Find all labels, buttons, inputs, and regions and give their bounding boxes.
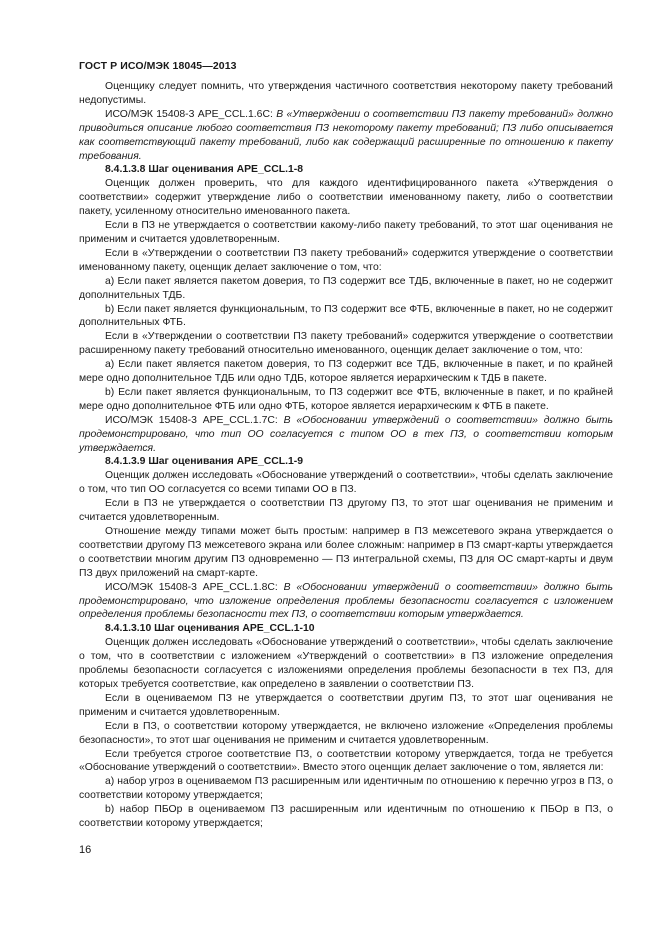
requirement-text: В «Обосновании утверждений о соответствии» должно быть продемонстрировано, что тип ОО согласуется с типом ОО в тех ПЗ, о соответствии которым утверждается. [79,414,614,454]
requirement-text: В «Утверждении о соответствии ПЗ пакету требований» должно приводиться описание любого соответствия ПЗ некоторому пакету требований; ПЗ либо описывается как соответствующий пакету требований, либо как содержащий расширенные по отношению к пакету требования. [79,108,613,162]
paragraph: b) набор ПБОр в оцениваемом ПЗ расширенным или идентичным по отношению к ПБОр в ПЗ, о соответствии которому утверждается; [79,804,613,830]
paragraph: Оценщик должен исследовать «Обоснование утверждений о соответствии», чтобы сделать заключение о том, что тип ОО согласуется со всеми типами ОО в ПЗ. [79,470,613,496]
requirement-quote [79,581,613,623]
page-number: 16 [79,844,92,856]
requirement-text: В «Обосновании утверждений о соответствии» должно быть продемонстрировано, что изложение определения проблемы безопасности согласуется с изложением определения проблемы безопасности тех ПЗ, о соответствии которым утверждается. [79,581,614,621]
paragraph: Если в ПЗ не утверждается о соответствии какому-либо пакету требований, то этот шаг оценивания не применим и считается удовлетворенным. [79,220,613,245]
paragraph: Если в «Утверждении о соответствии ПЗ пакету требований» содержится утверждение о соответствии именованному пакету, оценщик делает заключение о том, что: [79,247,613,273]
paragraph: a) Если пакет является пакетом доверия, то ПЗ содержит все ТДБ, включенные в пакет, но не содержит дополнительных ТДБ. [79,275,613,301]
page-header: ГОСТ Р ИСО/МЭК 18045—2013 [79,60,237,72]
document-body [79,80,613,831]
paragraph: Если в «Утверждении о соответствии ПЗ пакету требований» содержится утверждение о соответствии расширенному пакету требований относительно именованного, оценщик делает заключение о том, что: [79,331,613,357]
section-heading: 8.4.1.3.8 Шаг оценивания APE_CCL.1-8 [105,164,303,176]
paragraph: Оценщику следует помнить, что утверждения частичного соответствия некоторому пакету требований недопустимы. [79,81,613,106]
paragraph: a) Если пакет является пакетом доверия, то ПЗ содержит все ТДБ, включенные в пакет, и по крайней мере одно дополнительное ТДБ или одно ТДБ, которое является иерархическим к ТДБ в пакете. [79,359,613,385]
paragraph: b) Если пакет является функциональным, то ПЗ содержит все ФТБ, включенные в пакет, но не содержит дополнительных ФТБ. [79,303,613,329]
paragraph: Если требуется строгое соответствие ПЗ, о соответствии которому утверждается, тогда не требуется «Обоснование утверждений о соответствии». Вместо этого оценщик делает заключение о том, является ли: [79,748,613,774]
requirement-reference: ИСО/МЭК 15408-3 APE_CCL.1.8C: [105,581,278,593]
requirement-reference: ИСО/МЭК 15408-3 APE_CCL.1.7C: [105,414,278,426]
paragraph: b) Если пакет является функциональным, то ПЗ содержит все ФТБ, включенные в пакет, и по крайней мере одно дополнительное ФТБ или одно ФТБ, которое является иерархическим к ФТБ в пакете. [79,386,613,412]
paragraph: Оценщик должен проверить, что для каждого идентифицированного пакета «Утверждения о соответствии» содержит утверждение либо о соответствии именованному пакету, либо о соответствии пакету, усиленному относительно именованного пакета. [79,178,613,218]
requirement-reference: ИСО/МЭК 15408-3 APE_CCL.1.6C: [105,108,273,120]
requirement-quote [79,108,613,164]
paragraph: Отношение между типами может быть простым: например в ПЗ межсетевого экрана утверждается о соответствии другому ПЗ межсетевого экрана или более сложным: например в ПЗ смарт-карты утверждается о соответствии многим другим ПЗ одновременно — ПЗ интегральной схемы, ПЗ для ОС смарт-карты и двум ПЗ двух приложений на смарт-карте. [79,526,613,579]
paragraph: Оценщик должен исследовать «Обоснование утверждений о соответствии», чтобы сделать заключение о том, что в соответствии с изложением «Утверждений о соответствии» в ПЗ изложение определения проблемы безопасности согласуется с изложениями определения проблемы безопасности в тех ПЗ, для которых требуется соответствие, как определено в заявлении о соответствии ПЗ. [79,637,613,690]
requirement-quote [79,414,613,456]
section-heading: 8.4.1.3.9 Шаг оценивания APE_CCL.1-9 [105,456,303,468]
section-heading: 8.4.1.3.10 Шаг оценивания APE_CCL.1-10 [105,623,315,635]
paragraph: Если в ПЗ, о соответствии которому утверждается, не включено изложение «Определения проблемы безопасности», то этот шаг оценивания не применим и считается удовлетворенным. [79,720,613,746]
paragraph: Если в оцениваемом ПЗ не утверждается о соответствии другим ПЗ, то этот шаг оценивания не применим и считается удовлетворенным. [79,692,613,718]
paragraph: Если в ПЗ не утверждается о соответствии ПЗ другому ПЗ, то этот шаг оценивания не применим и считается удовлетворенным. [79,498,613,524]
paragraph: a) набор угроз в оцениваемом ПЗ расширенным или идентичным по отношению к перечню угроз в ПЗ, о соответствии которому утверждается; [79,776,613,802]
